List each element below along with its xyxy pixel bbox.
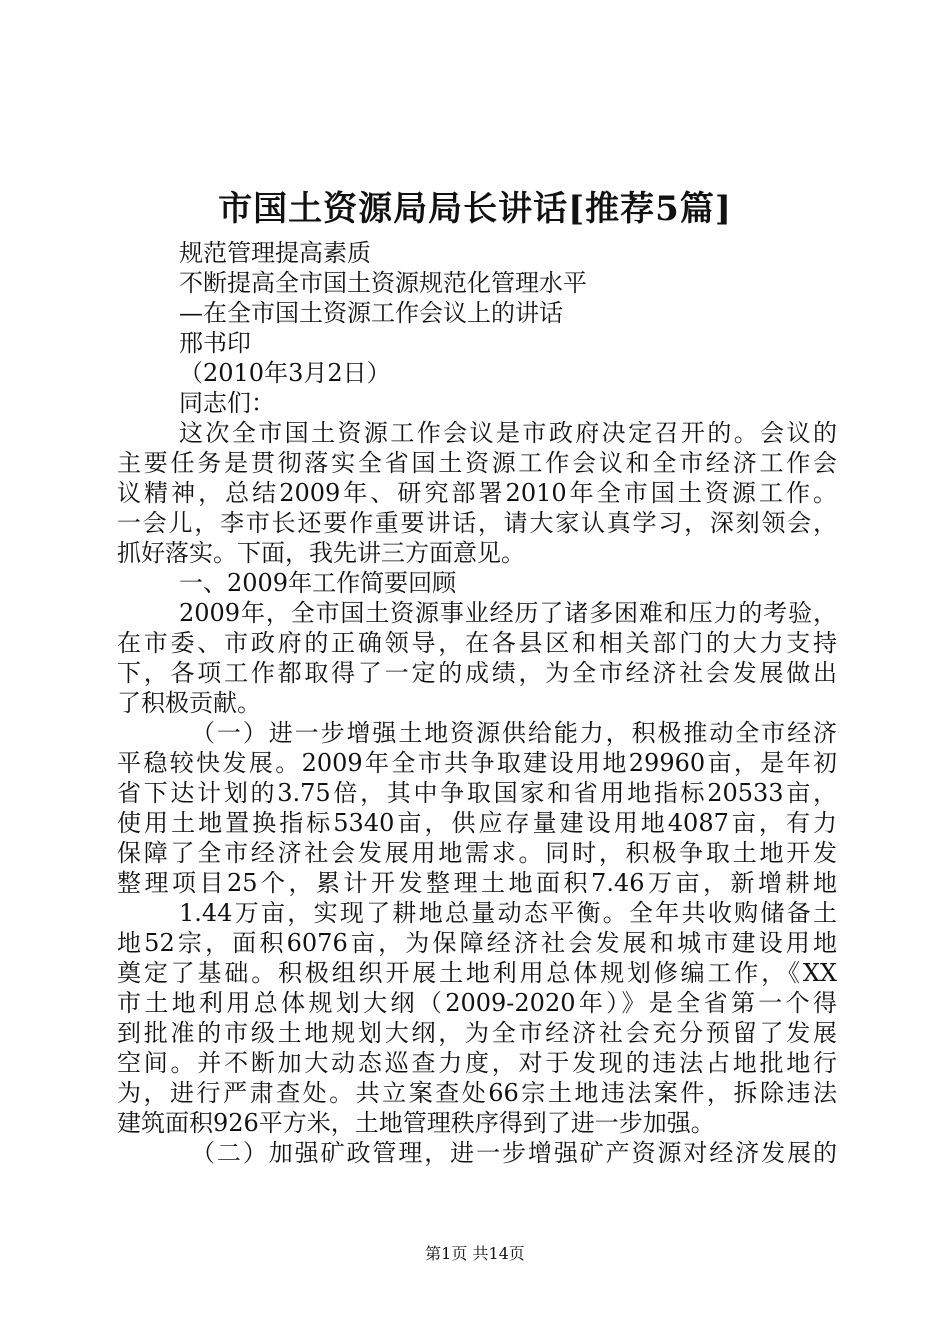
paragraph-line: 抓好落实。下面，我先讲三方面意见。 <box>117 539 525 567</box>
paragraph-line: 下，各项工作都取得了一定的成绩，为全市经济社会发展做出 <box>117 659 837 687</box>
paragraph-line: 使用土地置换指标5340亩，供应存量建设用地4087亩，有力 <box>117 809 837 837</box>
paragraph-line: 在市委、市政府的正确领导，在各县区和相关部门的大力支持 <box>117 629 837 657</box>
paragraph-line: 空间。并不断加大动态巡查力度，对于发现的违法占地批地行 <box>117 1049 837 1077</box>
subtitle-line: 不断提高全市国土资源规范化管理水平 <box>179 269 587 297</box>
paragraph-line: 建筑面积926平方米，土地管理秩序得到了进一步加强。 <box>117 1109 715 1137</box>
paragraph-line: 地52宗，面积6076亩，为保障经济社会发展和城市建设用地 <box>117 929 837 957</box>
document-title: 市国土资源局局长讲话[推荐5篇] <box>218 189 732 229</box>
paragraph-line: （二）加强矿政管理，进一步增强矿产资源对经济发展的 <box>191 1139 837 1167</box>
section-heading: 一、2009年工作简要回顾 <box>179 569 457 597</box>
paragraph-line: 了积极贡献。 <box>117 689 261 717</box>
paragraph-line: 省下达计划的3.75倍，其中争取国家和省用地指标20533亩， <box>117 779 837 807</box>
salutation-line: 同志们： <box>179 389 275 417</box>
paragraph-line: 1.44万亩，实现了耕地总量动态平衡。全年共收购储备土 <box>179 899 837 927</box>
paragraph-line: 一会儿，李市长还要作重要讲话，请大家认真学习，深刻领会， <box>117 509 837 537</box>
paragraph-line: 平稳较快发展。2009年全市共争取建设用地29960亩，是年初 <box>117 749 837 777</box>
page-footer: 第1页 共14页 <box>425 1244 525 1263</box>
paragraph-line: 到批准的市级土地规划大纲，为全市经济社会充分预留了发展 <box>117 1019 837 1047</box>
subtitle-line: —在全市国土资源工作会议上的讲话 <box>179 299 563 327</box>
paragraph-line: 2009年，全市国土资源事业经历了诸多困难和压力的考验， <box>179 599 837 627</box>
author-line: 邢书印 <box>179 329 251 357</box>
paragraph-line: （一）进一步增强土地资源供给能力，积极推动全市经济 <box>191 719 837 747</box>
paragraph-line: 议精神，总结2009年、研究部署2010年全市国土资源工作。 <box>117 479 837 507</box>
paragraph-line: 市土地利用总体规划大纲（2009-2020年）》是全省第一个得 <box>117 989 837 1017</box>
paragraph-line: 这次全市国土资源工作会议是市政府决定召开的。会议的 <box>179 419 837 447</box>
paragraph-line: 整理项目25个，累计开发整理土地面积7.46万亩，新增耕地 <box>117 869 837 897</box>
paragraph-line: 保障了全市经济社会发展用地需求。同时，积极争取土地开发 <box>117 839 837 867</box>
date-line: （2010年3月2日） <box>179 359 391 387</box>
document-body <box>117 238 837 1168</box>
subtitle-line: 规范管理提高素质 <box>179 239 371 267</box>
paragraph-line: 奠定了基础。积极组织开展土地利用总体规划修编工作，《XX <box>117 959 837 987</box>
paragraph-line: 为，进行严肃查处。共立案查处66宗土地违法案件，拆除违法 <box>117 1079 837 1107</box>
paragraph-line: 主要任务是贯彻落实全省国土资源工作会议和全市经济工作会 <box>117 449 837 477</box>
